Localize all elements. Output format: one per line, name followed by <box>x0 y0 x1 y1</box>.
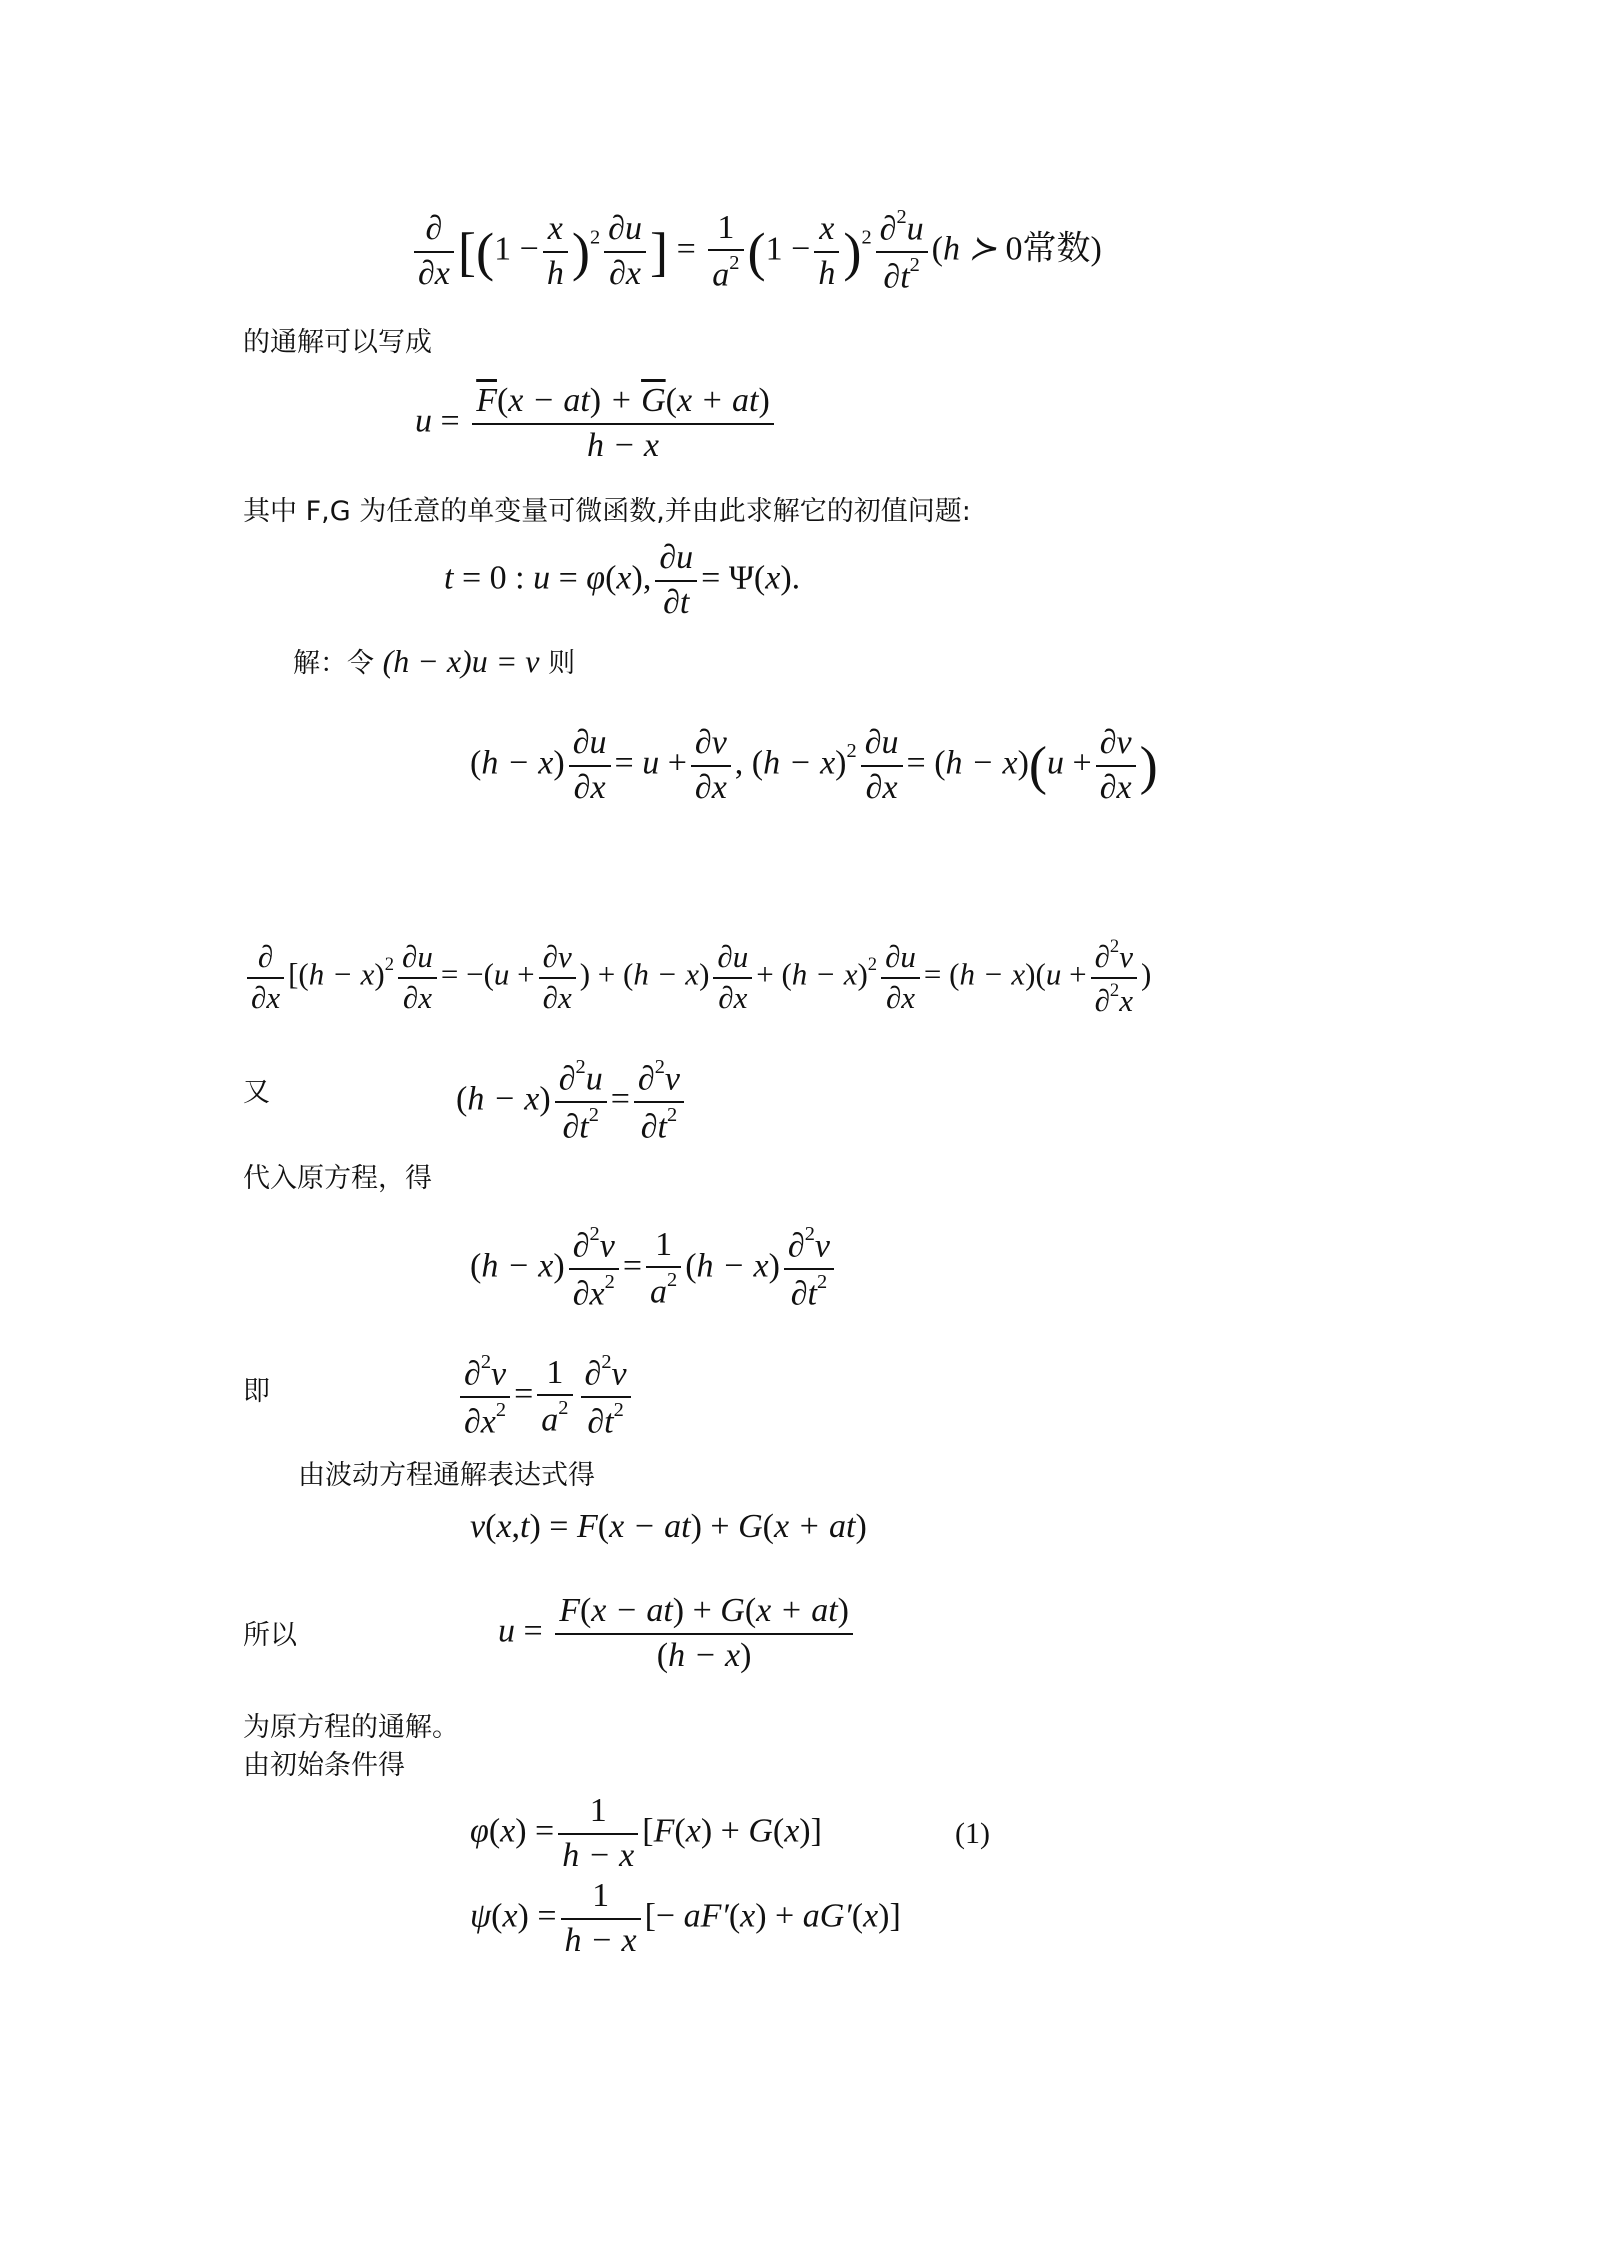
ic-phi-equation: φ(x) = $\frac{1}{h - x}$ [F(x) + G(x)] <box>470 1792 822 1874</box>
also-text: 又 <box>243 1077 270 1108</box>
initial-conditions-equation: t = 0 : u = φ(x), $\frac{\partial u}{\partial t}$ = Ψ(x). <box>444 539 801 621</box>
therefore-text: 所以 <box>243 1620 297 1651</box>
from-initial-text: 由初始条件得 <box>243 1750 405 1781</box>
solution-intro-expr: (h − x)u = v <box>382 643 540 679</box>
solution-intro-label: 解：令 <box>293 648 374 679</box>
u-solution-equation: u = $\frac{F(x - at) + G(x + at)}{(h - x)}$ <box>498 1590 857 1677</box>
equation-number: (1) <box>955 1817 990 1850</box>
substituted-equation: (h − x) $\frac{\partial^2v}{\partial x^2}$ = $\frac{1}{a^2}$ (h − x) $\frac{\partial^2v}{\partial t^2}$ <box>470 1222 838 1316</box>
is-general-text: 为原方程的通解。 <box>243 1712 459 1743</box>
general-solution-claim-equation: u = $\frac{\overline{F}(x - at) + \overline{G}(x + at)}{h - x}$ <box>415 380 778 467</box>
derivative-relations-equation: (h − x) $\frac{\partial u}{\partial x}$ = u + $\frac{\partial v}{\partial x}$ , $(h - x)^2$ $\frac{\partial u}{\partial x}$ = (h − x)(u + $\frac{\partial v}{\partial x}$ ) <box>470 724 1158 806</box>
namely-text: 即 <box>243 1376 270 1407</box>
expanded-derivative-equation: ∂ ∂x [$(h - x)^2$ $\frac{\partial u}{\partial x}$ = −(u + $\frac{\partial v}{\partial x}$ ) + (h − x) $\frac{\partial u}{\partial x}$ + $(h - x)^2$ $\frac{\partial u}{\partial x}$ = (h − x)(u + $\frac{\partial^2v}{\partial^2x}$ ) <box>243 935 1151 1020</box>
time-relation-equation: (h − x) $\frac{\partial^2u}{\partial t^2}$ = $\frac{\partial^2v}{\partial t^2}$ <box>456 1055 688 1149</box>
original-pde-equation: ∂ ∂x [(1 − $\frac{x}{h}$ )$^2$ $\frac{\partial u}{\partial x}$ ] = $\frac{1}{a^2}$ (1 − $\frac{x}{h}$ )$^2$ $\frac{\partial^2u}{\partial t^2}$ (h ≻ 0常数) <box>410 205 1102 299</box>
from-wave-text: 由波动方程通解表达式得 <box>298 1460 595 1491</box>
wave-equation: $\frac{\partial^2v}{\partial x^2}$ = $\frac{1}{a^2}$ $\frac{\partial^2v}{\partial t^2}$ <box>456 1350 635 1444</box>
wave-solution-equation: v(x,t) = F(x − at) + G(x + at) <box>470 1508 867 1545</box>
solution-intro <box>293 642 575 680</box>
solution-intro-then: 则 <box>548 648 576 679</box>
ic-psi-equation: ψ(x) = $\frac{1}{h - x}$ [− aF′(x) + aG′(x)] <box>470 1877 901 1959</box>
substitute-text: 代入原方程，得 <box>243 1163 432 1194</box>
where-fg-text: 其中 F,G 为任意的单变量可微函数,并由此求解它的初值问题: <box>243 496 971 527</box>
general-solution-intro: 的通解可以写成 <box>243 327 432 358</box>
